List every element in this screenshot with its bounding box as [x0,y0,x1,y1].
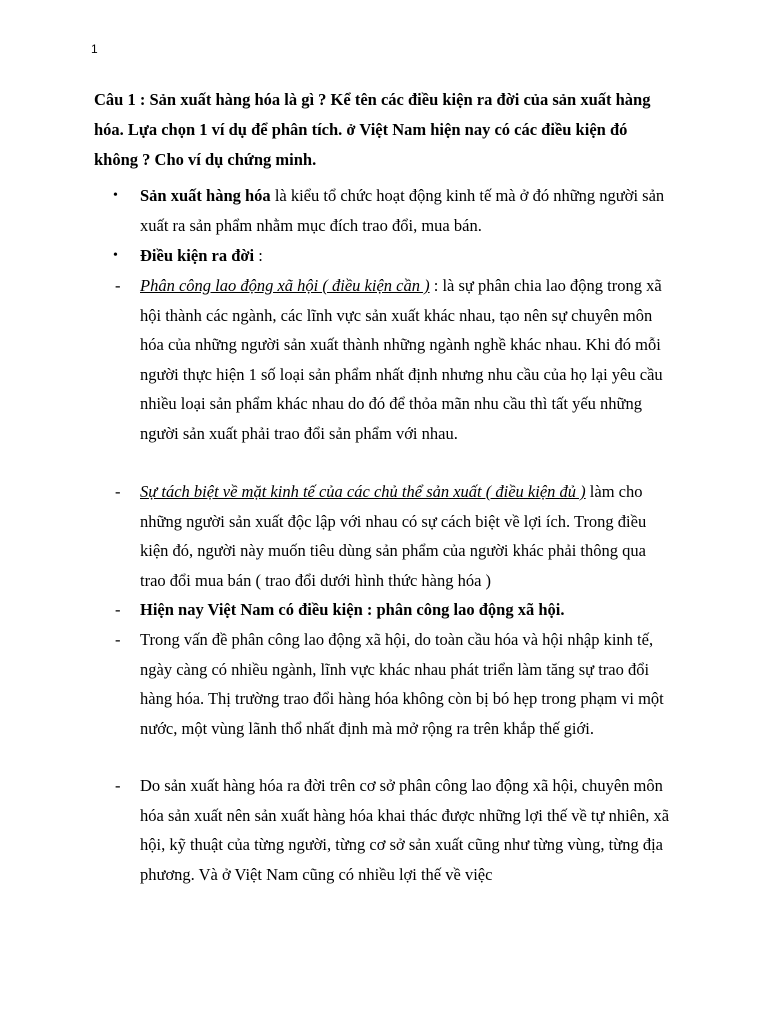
dash-item-globalization [115,625,674,743]
economic-separation-text: làm cho những người sản xuất độc lập với nhau có sự cách biệt về lợi ích. Trong điều kiện đó, người này muốn tiêu dùng sản phẩm của người khác phải thông qua trao đổi mua bán ( trao đổi dưới hình thức hàng hóa ) [140,482,647,590]
bullet-marker: • [113,248,118,263]
dash-item-division-of-labor [115,271,674,448]
dash-item-economic-separation [115,477,674,595]
bullet-conditions [113,241,674,271]
dash-marker: - [115,600,121,619]
advantages-text: Do sản xuất hàng hóa ra đời trên cơ sở phân công lao động xã hội, chuyên môn hóa sản xuất nên sản xuất hàng hóa khai thác được những lợi thế về tự nhiên, xã hội, kỹ thuật của từng người, từng cơ sở sản xuất cũng như từng vùng, từng địa phương. Và ở Việt Nam cũng có nhiều lợi thế về việc [140,776,670,884]
division-of-labor-text: : là sự phân chia lao động trong xã hội thành các ngành, các lĩnh vực sản xuất khác nhau, tạo nên sự chuyên môn hóa của những người sản xuất thành những ngành nghề khác nhau. Khi đó mỗi người thực hiện 1 số loại sản phẩm nhất định nhưng nhu cầu của họ lại yêu cầu nhiều loại sản phẩm khác nhau do đó để thỏa mãn nhu cầu thì tất yếu những người sản xuất phải trao đổi sản phẩm với nhau. [140,276,663,443]
conditions-colon: : [254,246,263,265]
bullet-definition [113,181,674,240]
bullet-marker: • [113,188,118,203]
dash-marker: - [115,482,121,501]
question-heading: Câu 1 : Sản xuất hàng hóa là gì ? Kể tên các điều kiện ra đời của sản xuất hàng hóa. Lựa chọn 1 ví dụ để phân tích. ở Việt Nam hiện nay có các điều kiện đó không ? Cho ví dụ chứng minh. [94,90,651,169]
dash-marker: - [115,630,121,649]
term-label: Sản xuất hàng hóa [140,186,271,205]
conditions-label: Điều kiện ra đời [140,246,255,265]
globalization-text: Trong vấn đề phân công lao động xã hội, do toàn cầu hóa và hội nhập kinh tế, ngày càng có nhiều ngành, lĩnh vực khác nhau phát triển làm tăng sự trao đổi hàng hóa. Thị trường trao đổi hàng hóa không còn bị bó hẹp trong phạm vi một nước, một vùng lãnh thổ nhất định mà mở rộng ra trên khắp thế giới. [140,630,664,738]
division-of-labor-term: Phân công lao động xã hội ( điều kiện cần ) [140,276,430,295]
vietnam-condition-text: Hiện nay Việt Nam có điều kiện : phân công lao động xã hội. [140,600,565,619]
dash-marker: - [115,776,121,795]
dash-item-vietnam-condition [115,595,674,625]
definition-text: là kiểu tổ chức hoạt động kinh tế mà ở đó những người sản xuất ra sản phẩm nhằm mục đích trao đổi, mua bán. [140,186,665,235]
page-number: 1 [91,42,98,56]
dash-marker: - [115,276,121,295]
dash-item-advantages [115,771,674,889]
economic-separation-term: Sự tách biệt về mặt kinh tế của các chủ thể sản xuất ( điều kiện đủ ) [140,482,586,501]
